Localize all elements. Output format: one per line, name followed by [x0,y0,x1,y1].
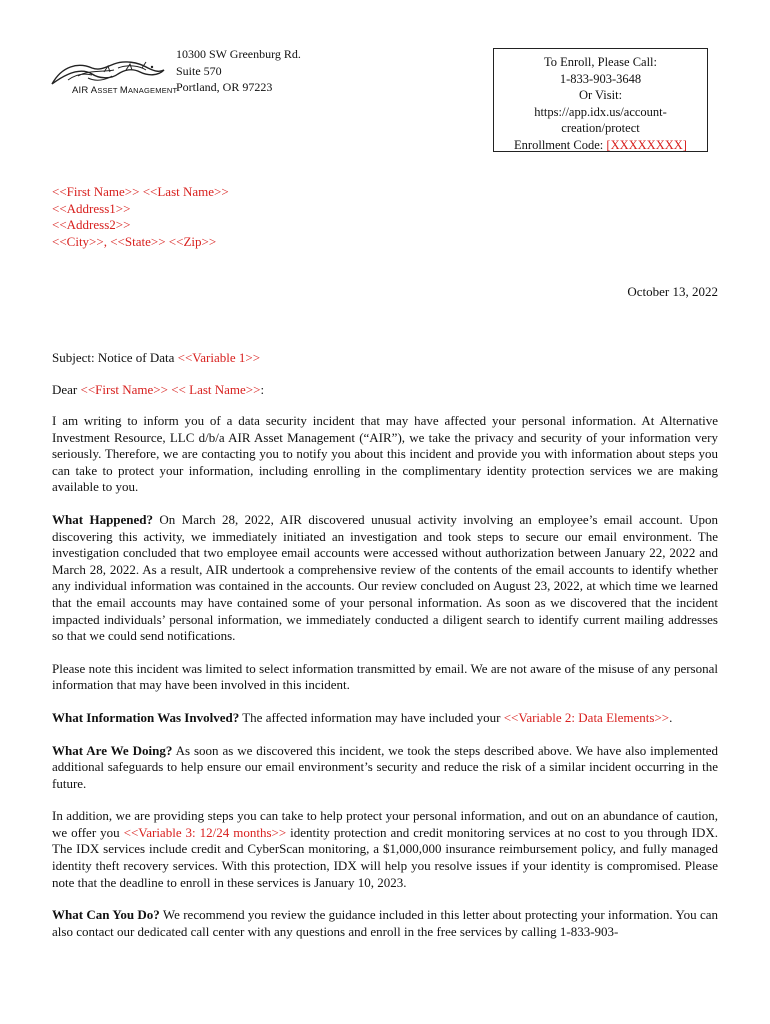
logo-text: AIR ASSET MANAGEMENT [72,85,178,96]
what-doing-text: As soon as we discovered this incident, we took the steps described above. We have also implemented additional safeguards to help ensure our email environment’s security and reduce the risk of a similar incident occurring in the future. [52,742,718,791]
paragraph-intro: I am writing to inform you of a data security incident that may have affected your personal information. At Alternative Investment Resource, LLC d/b/a AIR Asset Management (“AIR”), we take the privacy and security of your information very seriously. Therefore, we are contacting you to notify you about this incident and provide you with information about steps you can take to protect your information, including enrolling in the complimentary identity protection services we are making available to you. [52,413,718,495]
enroll-url-part1[interactable]: https://app.idx.us/account- [534,104,667,119]
enroll-phone: 1-833-903-3648 [559,71,642,86]
subject-variable: <<Variable 1>> [177,350,261,365]
salutation [52,382,264,398]
sender-address-line: Portland, OR 97223 [176,80,273,94]
air-bird-logo-icon [48,58,168,88]
salutation-variable: <<First Name>> << Last Name>> [80,382,261,397]
recipient-line: <<First Name>> <<Last Name>> [52,184,229,199]
in-addition-start: In addition, we are providing steps you can take to help protect your personal information, and out on an abundance of caution, we offer you [52,808,718,840]
air-logo [48,58,178,102]
enrollment-code [494,137,707,154]
paragraph-what-can [52,907,718,940]
subject-line [52,350,260,366]
letter-date: October 13, 2022 [627,284,718,299]
in-addition-variable: <<Variable 3: 12/24 months>> [123,824,287,840]
recipient-line: <<Address2>> [52,217,131,233]
heading-what-info: What Information Was Involved? [52,709,240,725]
letter-body [52,413,718,956]
what-info-text: The affected information may have included your [239,709,504,725]
salutation-suffix: : [260,382,265,397]
paragraph-please-note: Please note this incident was limited to select information transmitted by email. We are not aware of the misuse of any personal information that may have been involved in this incident. [52,660,718,693]
enroll-url-line2[interactable] [494,120,707,137]
sender-address [176,46,301,96]
what-info-end: . [669,709,673,725]
recipient-address [52,184,229,250]
enroll-url[interactable] [494,104,707,121]
in-addition-end: identity protection and credit monitoring services at no cost to you through IDX. The IDX services include credit and CyberScan monitoring, a $1,000,000 insurance reimbursement policy, and fully managed identity theft recovery services. With this protection, IDX will help you resolve issues if your identity is compromised. Please note that the deadline to enroll in these services is January 10, 2023. [52,824,718,890]
salutation-prefix: Dear [52,382,81,397]
heading-what-doing: What Are We Doing? [52,742,173,758]
sender-address-line: Suite 570 [176,63,222,78]
enrollment-code-value: [XXXXXXXX] [606,137,687,152]
enroll-visit-label: Or Visit: [578,88,623,102]
enrollment-code-label: Enrollment Code: [514,137,607,152]
subject-label: Subject: Notice of Data [52,350,178,365]
enroll-call-label: To Enroll, Please Call: [544,55,657,69]
paragraph-what-info [52,710,718,727]
recipient-line: <<Address1>> [52,200,131,216]
paragraph-what-happened [52,512,718,645]
enrollment-box [493,48,708,152]
what-can-text: We recommend you review the guidance included in this letter about protecting your information. You can also contact our dedicated call center with any questions and enroll in the free services by calling 1-833-903- [52,907,718,939]
recipient-line: <<City>>, <<State>> <<Zip>> [52,233,217,249]
heading-what-can: What Can You Do? [52,907,160,923]
enroll-url-part2[interactable]: creation/protect [561,121,640,135]
paragraph-what-doing [52,743,718,793]
what-info-variable: <<Variable 2: Data Elements>> [503,709,670,725]
what-happened-text: On March 28, 2022, AIR discovered unusual activity involving an employee’s email account. Upon discovering this activity, we immediately initiated an investigation and took steps to secure our email environment. The investigation concluded that two employee email accounts were accessed without authorization between January 22, 2022 and March 28, 2022. As a result, AIR undertook a comprehensive review of the contents of the email accounts to identify whether any individual information was contained in the accounts. Our review concluded on August 23, 2022, at which time we learned that the email accounts may have contained some of your personal information. As soon as we discovered that the incident impacted individuals’ personal information, we immediately conducted a diligent search to identify current mailing addresses so that we could send notifications. [52,511,718,644]
heading-what-happened: What Happened? [52,511,154,527]
sender-address-line: 10300 SW Greenburg Rd. [176,47,301,61]
paragraph-in-addition [52,808,718,891]
